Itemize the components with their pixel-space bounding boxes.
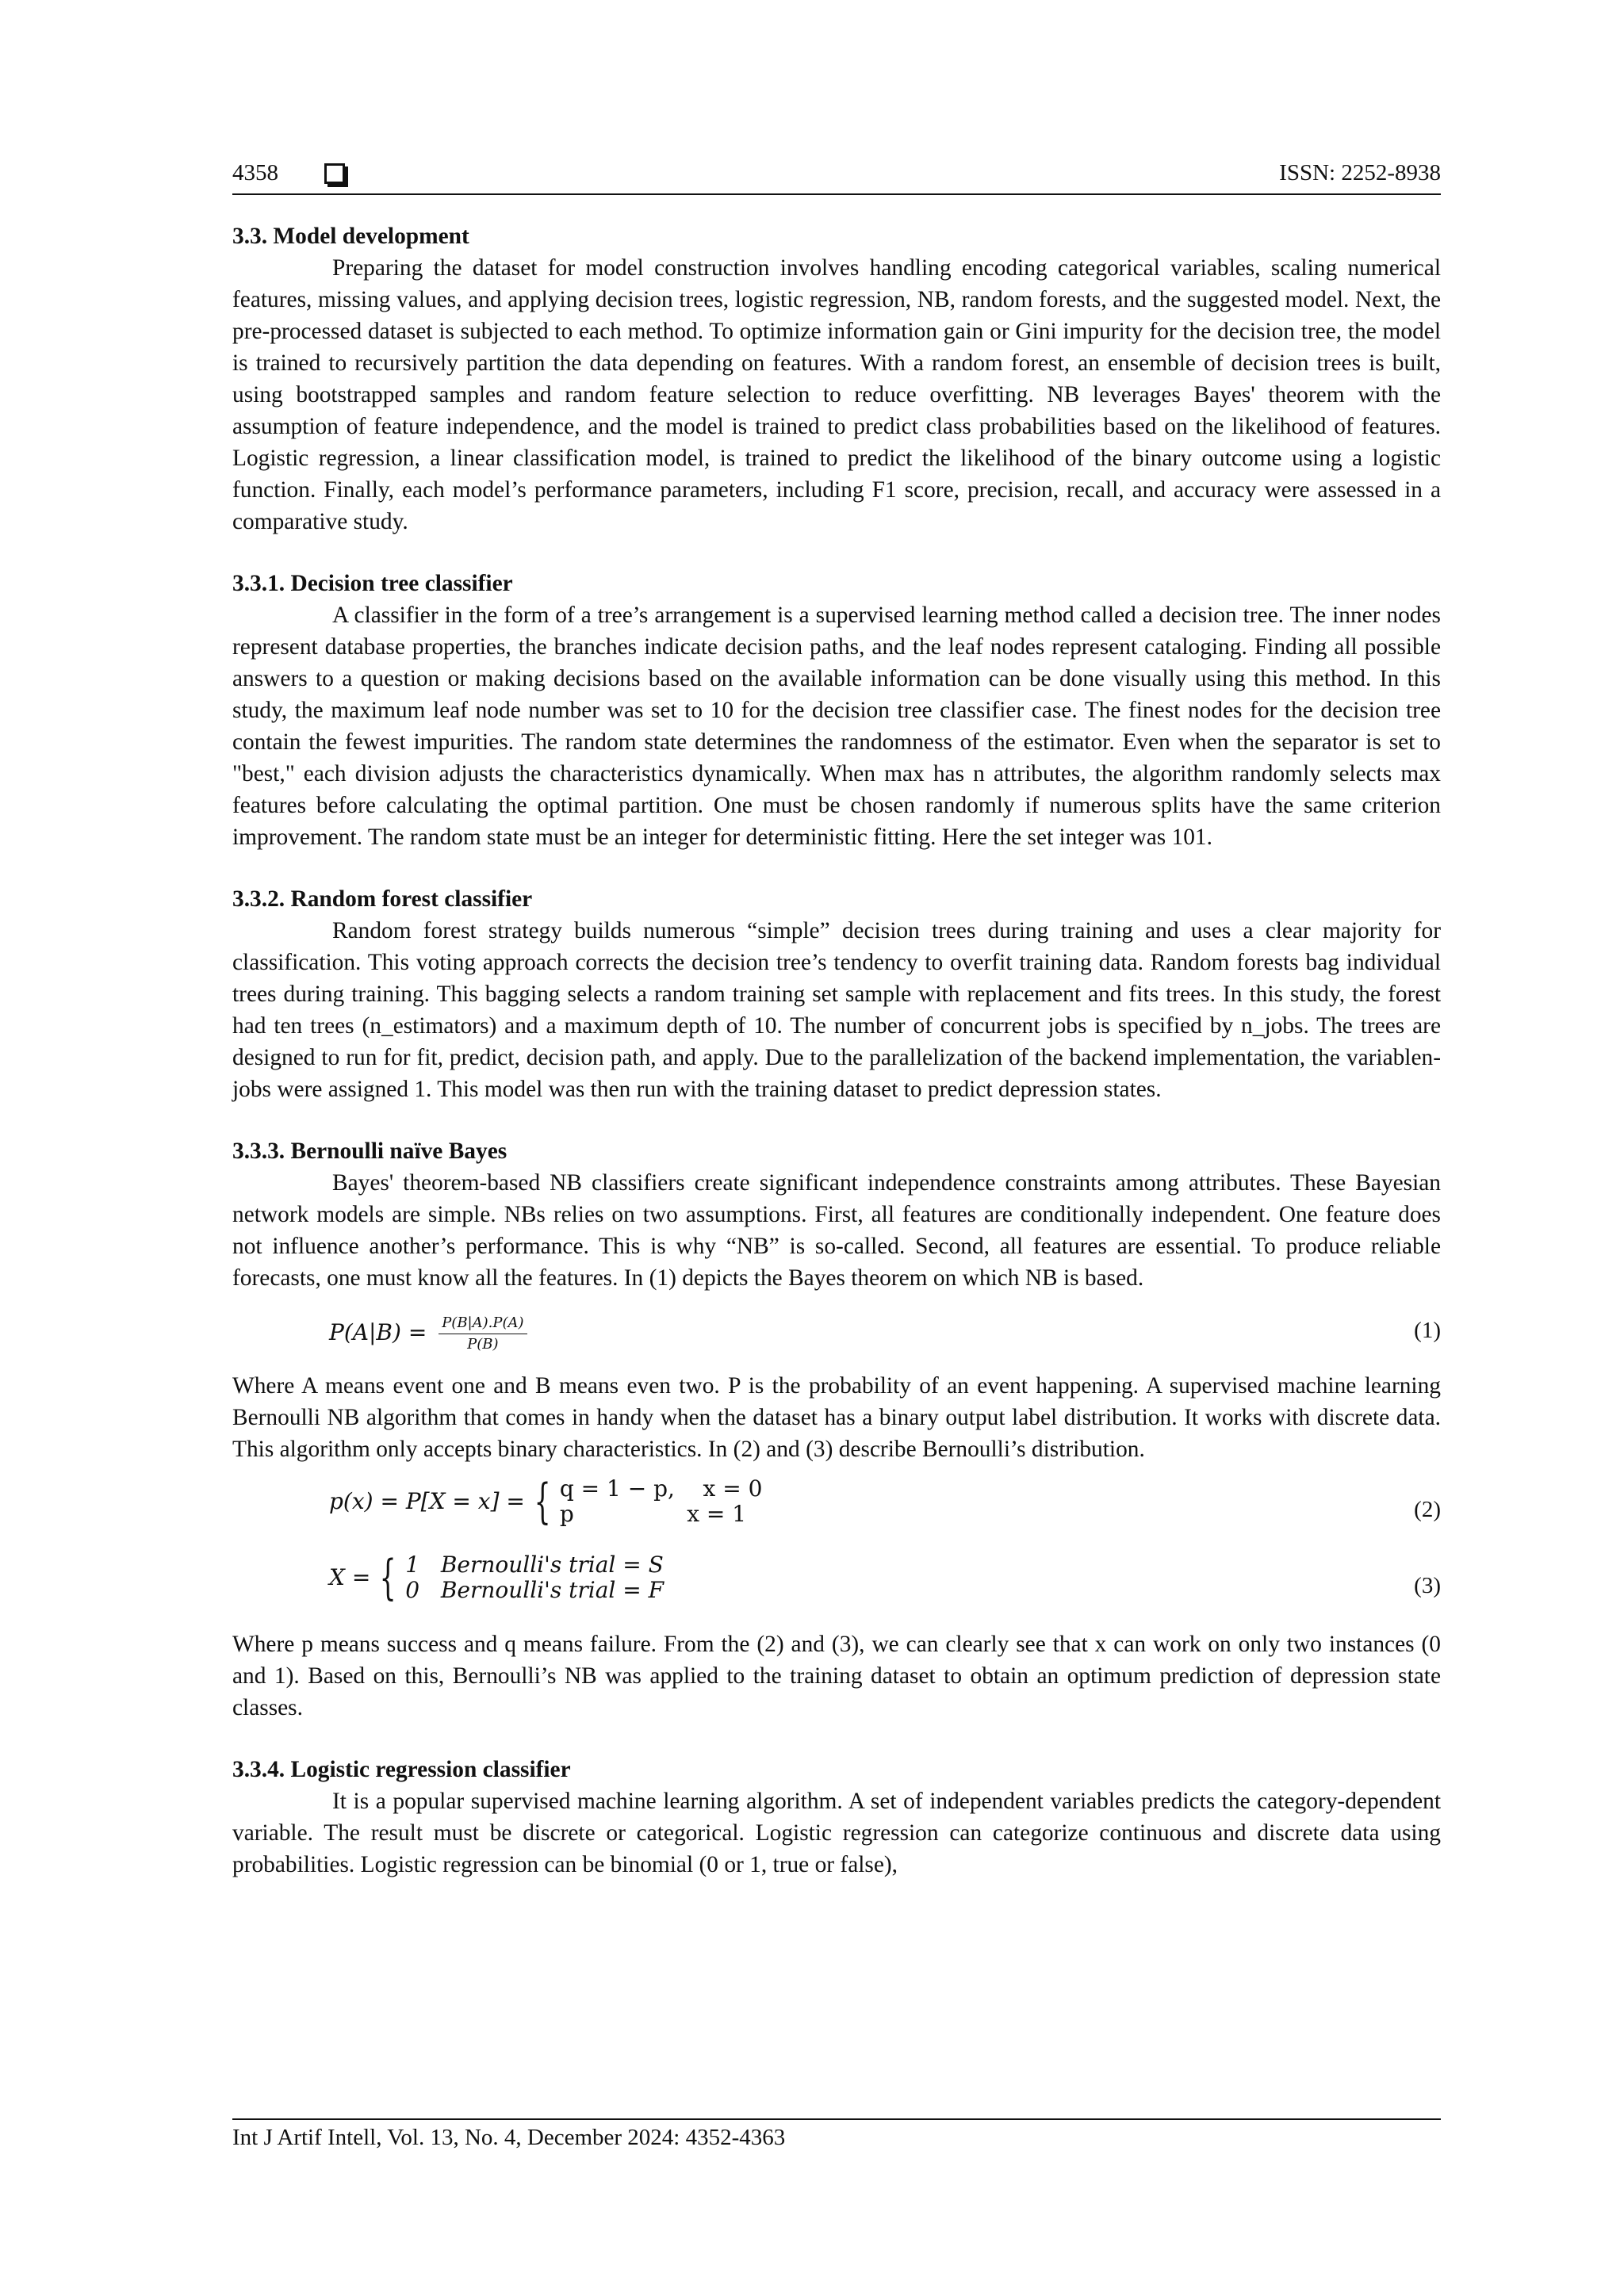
equation-lhs: P(A|B) = (329, 1319, 427, 1345)
page-header (232, 157, 1441, 189)
section-heading: 3.3.3. Bernoulli naïve Bayes (232, 1138, 508, 1164)
paragraph: Bayes' theorem-based NB classifiers create significant independence constraints among attributes. These Bayesian network models are simple. NBs relies on two assumptions. First, all features are conditionally independent. One feature does not influence another’s performance. This is why “NB” is so-called. Second, all features are essential. To produce reliable forecasts, one must know all the features. In (1) depicts the Bayes theorem on which NB is based. (232, 1170, 1441, 1291)
footer-citation: Int J Artif Intell, Vol. 13, No. 4, December 2024: 4352-4363 (232, 2125, 786, 2150)
case-row: 0 Bernoulli's trial = F (405, 1577, 665, 1603)
case-row: p x = 1 (559, 1501, 747, 1527)
equation-lhs: p(x) = P[X = x] = (329, 1488, 525, 1514)
issn: ISSN: 2252-8938 (1279, 160, 1441, 186)
left-brace: { (379, 1550, 396, 1605)
fraction (439, 1314, 527, 1353)
checkbox-square-icon (324, 163, 345, 184)
section-heading: 3.3.2. Random forest classifier (232, 886, 533, 912)
article-body (232, 220, 1441, 1881)
page (232, 0, 1441, 2296)
case-row: q = 1 − p, x = 0 (559, 1475, 763, 1502)
fraction-denominator: P(B) (467, 1336, 499, 1353)
cases (405, 1552, 664, 1603)
section-heading: 3.3. Model development (232, 224, 469, 249)
paragraph: A classifier in the form of a tree’s arrangement is a supervised learning method called a decision tree. The inner nodes represent database properties, the branches indicate decision paths, and the leaf nodes represent cataloging. Finding all possible answers to a question or making decisions based on the available information can be done visually using this method. In this study, the maximum leaf node number was set to 10 for the decision tree classifier case. The finest nodes for the decision tree contain the fewest impurities. The random state determines the randomness of the estimator. Even when the separator is set to "best," each division adjusts the characteristics dynamically. When max has n attributes, the algorithm randomly selects max features before calculating the optimal partition. One must be chosen randomly if numerous splits have the same criterion improvement. The random state must be an integer for deterministic fitting. Here the set integer was 101. (232, 603, 1441, 850)
equation-lhs: X = (329, 1564, 371, 1590)
paragraph: Where p means success and q means failure. From the (2) and (3), we can clearly see that x can work on only two instances (0 and 1). Based on this, Bernoulli’s NB was applied to the training dataset to obtain an optimum prediction of depression state classes. (232, 1632, 1441, 1720)
equation-1 (232, 1294, 1441, 1370)
paragraph: Where A means event one and B means even two. P is the probability of an event happening. A supervised machine learning Bernoulli NB algorithm that comes in handy when the dataset has a binary output label distribution. It works with discrete data. This algorithm only accepts binary characteristics. In (2) and (3) describe Bernoulli’s distribution. (232, 1373, 1441, 1462)
section-heading: 3.3.4. Logistic regression classifier (232, 1757, 571, 1782)
page-number: 4358 (232, 160, 278, 186)
case-row: 1 Bernoulli's trial = S (405, 1552, 664, 1578)
fraction-numerator: P(B|A).P(A) (439, 1314, 527, 1334)
equation-number: (2) (1414, 1497, 1441, 1522)
paragraph: It is a popular supervised machine learning algorithm. A set of independent variables predicts the category-dependent variable. The result must be discrete or categorical. Logistic regression can categorize continuous and discrete data using probabilities. Logistic regression can be binomial (0 or 1, true or false), (232, 1789, 1441, 1877)
footer-rule (232, 2118, 1441, 2120)
section-heading: 3.3.1. Decision tree classifier (232, 571, 513, 596)
equation-3 (232, 1549, 1441, 1628)
equation-2 (232, 1465, 1441, 1549)
cases (560, 1476, 763, 1527)
equation-number: (3) (1414, 1573, 1441, 1598)
paragraph: Random forest strategy builds numerous “simple” decision trees during training and uses a clear majority for classification. This voting approach corrects the decision tree’s tendency to overfit training data. Random forests bag individual trees during training. This bagging selects a random training set sample with replacement and fits trees. In this study, the forest had ten trees (n_estimators) and a maximum depth of 10. The number of concurrent jobs is specified by n_jobs. The trees are designed to run for fit, predict, decision path, and apply. Due to the parallelization of the backend implementation, the variablen-jobs were assigned 1. This model was then run with the training dataset to predict depression states. (232, 918, 1441, 1102)
paragraph: Preparing the dataset for model construction involves handling encoding categorical variables, scaling numerical features, missing values, and applying decision trees, logistic regression, NB, random forests, and the suggested model. Next, the pre-processed dataset is subjected to each method. To optimize information gain or Gini impurity for the decision tree, the model is trained to recursively partition the data depending on features. With a random forest, an ensemble of decision trees is built, using bootstrapped samples and random feature selection to reduce overfitting. NB leverages Bayes' theorem with the assumption of feature independence, and the model is trained to predict class probabilities based on the likelihood of features. Logistic regression, a linear classification model, is trained to predict the likelihood of the binary outcome using a logistic function. Finally, each model’s performance parameters, including F1 score, precision, recall, and accuracy were assessed in a comparative study. (232, 255, 1441, 534)
header-rule (232, 193, 1441, 195)
equation-number: (1) (1414, 1318, 1441, 1343)
left-brace: { (534, 1474, 551, 1529)
